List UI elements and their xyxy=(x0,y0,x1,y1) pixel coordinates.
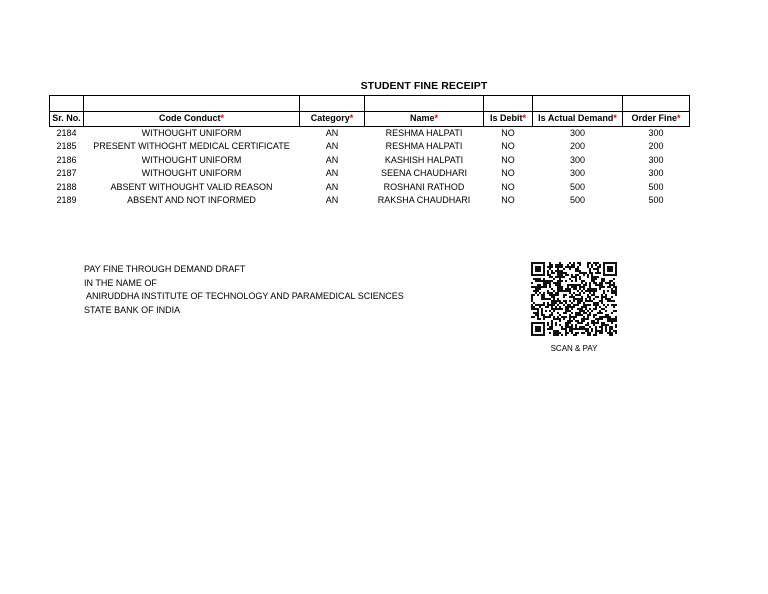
cell-sr-no: 2186 xyxy=(56,154,77,165)
cell-sr-no: 2189 xyxy=(56,195,77,205)
cell-is-actual-demand: 300 xyxy=(569,154,586,165)
cell-category: AN xyxy=(325,141,339,151)
cell-is-debit: NO xyxy=(501,154,515,165)
cell-name: RESHMA HALPATI xyxy=(385,127,463,138)
col-header-is-debit: Is Debit* xyxy=(484,112,533,127)
cell-category: AN xyxy=(325,154,339,165)
cell-category: AN xyxy=(325,195,339,205)
cell-order-fine: 300 xyxy=(648,168,664,178)
cell-order-fine: 300 xyxy=(648,154,664,165)
required-marker: * xyxy=(522,113,527,123)
cell-code-conduct: ABSENT WITHOUGHT VALID REASON xyxy=(110,181,273,192)
payment-line: IN THE NAME OF xyxy=(84,277,157,288)
cell-name: RESHMA HALPATI xyxy=(385,141,463,151)
cell-category: AN xyxy=(325,127,339,138)
cell-sr-no: 2184 xyxy=(56,127,77,138)
cell-name: SEENA CHAUDHARI xyxy=(380,168,468,178)
cell-name: ROSHANI RATHOD xyxy=(383,181,465,192)
qr-caption: SCAN & PAY xyxy=(550,344,598,353)
cell-order-fine: 500 xyxy=(648,181,664,192)
cell-code-conduct: WITHOUGHT UNIFORM xyxy=(141,154,242,165)
cell-is-debit: NO xyxy=(501,195,515,205)
payment-instructions xyxy=(84,263,404,317)
cell-order-fine: 500 xyxy=(648,195,664,205)
col-header-order-fine: Order Fine* xyxy=(623,112,690,127)
payment-line: PAY FINE THROUGH DEMAND DRAFT xyxy=(84,264,246,274)
table-row xyxy=(50,154,690,168)
required-marker: * xyxy=(613,113,617,123)
cell-code-conduct: WITHOUGHT UNIFORM xyxy=(141,168,242,178)
col-header-category: Category* xyxy=(300,112,365,127)
cell-is-actual-demand: 500 xyxy=(569,181,586,192)
cell-is-debit: NO xyxy=(501,141,515,151)
required-marker: * xyxy=(434,113,439,123)
cell-is-debit: NO xyxy=(501,127,515,138)
table-row xyxy=(50,167,690,181)
required-marker: * xyxy=(349,113,354,123)
required-marker: * xyxy=(677,113,681,123)
cell-sr-no: 2185 xyxy=(56,141,77,151)
cell-category: AN xyxy=(325,168,339,178)
cell-code-conduct: ABSENT AND NOT INFORMED xyxy=(127,195,256,205)
cell-is-actual-demand: 300 xyxy=(569,168,586,178)
table-row xyxy=(50,194,690,208)
blank-header-row xyxy=(50,96,690,112)
column-header-row xyxy=(50,112,690,127)
col-header-code-conduct: Code Conduct* xyxy=(84,112,300,127)
table-row xyxy=(50,181,690,195)
fines-table xyxy=(49,95,690,208)
cell-is-debit: NO xyxy=(501,181,515,192)
col-header-sr-no: Sr. No. xyxy=(50,112,84,127)
cell-is-debit: NO xyxy=(501,168,515,178)
col-header-name: Name* xyxy=(365,112,484,127)
cell-is-actual-demand: 500 xyxy=(569,195,586,205)
cell-name: RAKSHA CHAUDHARI xyxy=(377,195,471,205)
cell-category: AN xyxy=(325,181,339,192)
table-row xyxy=(50,140,690,154)
payment-line: STATE BANK OF INDIA xyxy=(84,304,181,315)
cell-order-fine: 200 xyxy=(648,141,664,151)
required-marker: * xyxy=(220,113,224,123)
cell-name: KASHISH HALPATI xyxy=(384,154,464,165)
cell-is-actual-demand: 200 xyxy=(569,141,586,151)
payment-line: ANIRUDDHA INSTITUTE OF TECHNOLOGY AND PARAMEDICAL SCIENCES xyxy=(84,291,404,301)
cell-order-fine: 300 xyxy=(648,127,664,138)
cell-code-conduct: WITHOUGHT UNIFORM xyxy=(141,127,242,138)
cell-code-conduct: PRESENT WITHOGHT MEDICAL CERTIFICATE xyxy=(93,141,290,151)
qr-code-icon xyxy=(531,262,617,336)
cell-sr-no: 2188 xyxy=(56,181,77,192)
col-header-is-actual-demand: Is Actual Demand* xyxy=(533,112,623,127)
cell-sr-no: 2187 xyxy=(56,168,77,178)
cell-is-actual-demand: 300 xyxy=(569,127,586,138)
receipt-title: STUDENT FINE RECEIPT xyxy=(360,80,488,92)
table-row xyxy=(50,126,690,140)
